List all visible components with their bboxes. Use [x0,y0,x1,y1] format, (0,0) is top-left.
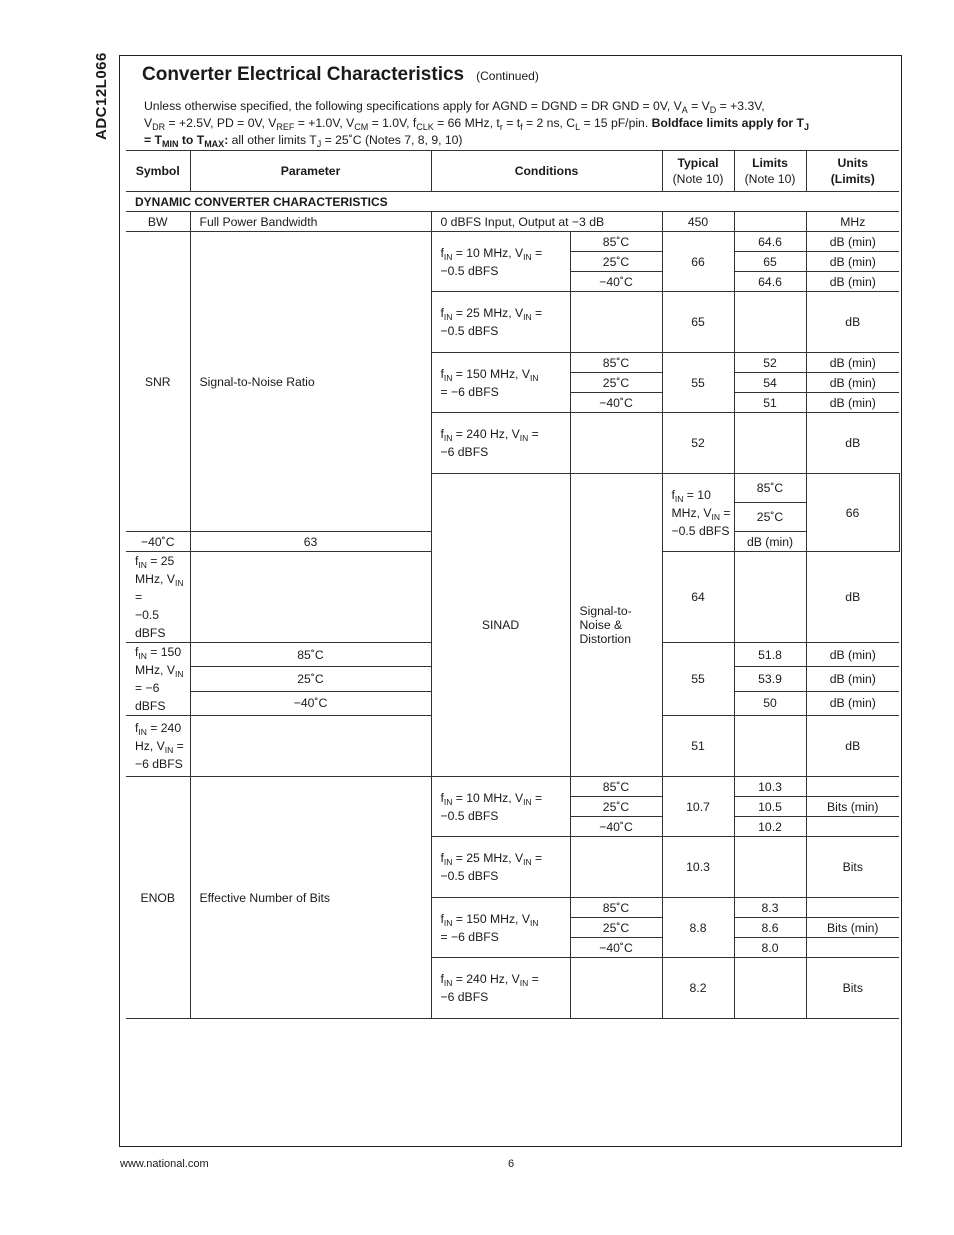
typical-cell: 8.8 [662,898,734,958]
unit-cell: dB [806,552,899,643]
unit-cell: dB (min) [806,232,899,252]
enob-symbol: ENOB [126,777,190,1019]
header-limits: Limits (Note 10) [734,151,806,192]
unit-cell: dB (min) [806,353,899,373]
table-row [126,232,899,252]
intro-paragraph: Unless otherwise specified, the following specifications apply for AGND = DGND = DR GND = 0V, $V_A = V_D = +3.3V$, $V_{DR} = +2.5V$, PD = 0V, $V_{REF} = +1.0V$, $V_{CM} = 1.0V$, $f_{CLK} = 66$ MHz, $t_r = t_f = 2$ ns, $C_L = 15$ pF/pin. Boldface limits apply for $T_J$ = $T_{MIN}$ to $T_{MAX}$: all other limits $T_J$ = 25˚C (Notes 7, 8, 9, 10) [144,99,809,149]
condition-240hz: $f_{IN} = 240$ Hz, $V_{IN}$ = −6 dBFS [126,716,190,777]
header-units: Units (Limits) [806,151,899,192]
unit-cell: dB (min) [806,643,899,667]
limit-cell: 10.2 [734,817,806,837]
characteristics-table [126,150,899,1019]
condition-150mhz: $f_{IN} = 150$ MHz, $V_{IN}$ = −6 dBFS [126,643,190,716]
condition-10mhz: $f_{IN} = 10$ MHz, $V_{IN}$ = −0.5 dBFS [662,474,734,552]
enob-parameter: Effective Number of Bits [190,777,431,1019]
typical-cell: 55 [662,643,734,716]
table-row [126,777,899,797]
temp-cell: −40˚C [570,817,662,837]
temp-cell: −40˚C [190,691,431,715]
temp-cell: −40˚C [570,938,662,958]
bw-conditions: 0 dBFS Input, Output at −3 dB [431,212,662,232]
limit-cell: 63 [190,532,431,552]
header-parameter: Parameter [190,151,431,192]
limit-cell: 64.6 [734,232,806,252]
unit-cell [806,817,899,837]
unit-cell: dB (min) [806,373,899,393]
temp-cell: 85˚C [570,898,662,918]
sinad-symbol: SINAD [431,474,570,777]
limit-cell: 54 [734,373,806,393]
limit-cell: 10.5 [734,797,806,817]
page-heading [142,64,539,86]
unit-cell [806,898,899,918]
limit-cell: 52 [734,353,806,373]
condition-150mhz: $f_{IN} = 150$ MHz, $V_{IN}$ = −6 dBFS [431,353,570,413]
bw-parameter: Full Power Bandwidth [190,212,431,232]
unit-cell: dB (min) [734,532,806,552]
snr-symbol: SNR [126,232,190,532]
footer-url[interactable]: www.national.com [120,1158,209,1170]
temp-cell: 25˚C [570,373,662,393]
typical-cell: 10.3 [662,837,734,898]
condition-240hz: $f_{IN} = 240$ Hz, $V_{IN}$ = −6 dBFS [431,958,570,1019]
limit-cell [734,292,806,353]
header-conditions: Conditions [431,151,662,192]
unit-cell: Bits (min) [806,797,899,817]
limit-cell: 8.0 [734,938,806,958]
condition-10mhz: $f_{IN} = 10$ MHz, $V_{IN}$ = −0.5 dBFS [431,777,570,837]
unit-cell: dB (min) [806,272,899,292]
bw-typical: 450 [662,212,734,232]
limit-cell: 10.3 [734,777,806,797]
sinad-parameter: Signal-to-Noise & Distortion [570,474,662,777]
limit-cell [734,716,806,777]
unit-cell: Bits [806,837,899,898]
condition-150mhz: $f_{IN} = 150$ MHz, $V_{IN}$ = −6 dBFS [431,898,570,958]
temp-cell: 25˚C [570,252,662,272]
unit-cell: dB (min) [806,252,899,272]
condition-240hz: $f_{IN} = 240$ Hz, $V_{IN}$ = −6 dBFS [431,413,570,474]
temp-cell: 85˚C [734,474,806,503]
temp-cell [570,413,662,474]
temp-cell: 85˚C [190,643,431,667]
temp-cell: 85˚C [570,232,662,252]
typical-cell: 64 [662,552,734,643]
temp-cell: 85˚C [570,353,662,373]
snr-parameter: Signal-to-Noise Ratio [190,232,431,532]
typical-cell: 66 [662,232,734,292]
section-row [126,192,899,212]
condition-25mhz: $f_{IN} = 25$ MHz, $V_{IN}$ = −0.5 dBFS [431,837,570,898]
table-header-row [126,151,899,192]
temp-cell [190,552,431,643]
unit-cell: dB [806,413,899,474]
temp-cell [570,958,662,1019]
unit-cell: dB [806,292,899,353]
table-row [126,212,899,232]
limit-cell: 64.6 [734,272,806,292]
temp-cell: 25˚C [570,797,662,817]
limit-cell: 51 [734,393,806,413]
bw-limits [734,212,806,232]
temp-cell: −40˚C [570,393,662,413]
temp-cell: −40˚C [126,532,190,552]
limit-cell [734,837,806,898]
unit-cell: dB [806,716,899,777]
typical-cell: 10.7 [662,777,734,837]
temp-cell [570,292,662,353]
condition-25mhz: $f_{IN} = 25$ MHz, $V_{IN}$ = −0.5 dBFS [126,552,190,643]
typical-cell: 55 [662,353,734,413]
heading-title: Converter Electrical Characteristics [142,64,465,85]
footer-page-number: 6 [508,1158,515,1170]
limit-cell: 65 [734,252,806,272]
condition-10mhz: $f_{IN} = 10$ MHz, $V_{IN}$ = −0.5 dBFS [431,232,570,292]
temp-cell: 25˚C [734,503,806,532]
temp-cell: 85˚C [570,777,662,797]
unit-cell: dB (min) [806,691,899,715]
bw-units: MHz [806,212,899,232]
unit-cell: dB (min) [806,393,899,413]
temp-cell [190,716,431,777]
limit-cell [734,413,806,474]
limit-cell: 51.8 [734,643,806,667]
typical-cell: 51 [662,716,734,777]
unit-cell: Bits (min) [806,918,899,938]
temp-cell [570,837,662,898]
part-number-side-title: ADC12L066 [93,52,110,140]
limit-cell [734,958,806,1019]
unit-cell: Bits [806,958,899,1019]
limit-cell: 8.6 [734,918,806,938]
unit-cell: dB (min) [806,667,899,691]
temp-cell: −40˚C [570,272,662,292]
limit-cell [734,552,806,643]
typical-cell: 52 [662,413,734,474]
unit-cell [806,777,899,797]
typical-cell: 8.2 [662,958,734,1019]
section-title: DYNAMIC CONVERTER CHARACTERISTICS [126,192,899,212]
temp-cell: 25˚C [570,918,662,938]
typical-cell: 65 [662,292,734,353]
limit-cell: 50 [734,691,806,715]
heading-continued: (Continued) [476,69,539,83]
bw-symbol: BW [126,212,190,232]
header-symbol: Symbol [126,151,190,192]
limit-cell: 8.3 [734,898,806,918]
temp-cell: 25˚C [190,667,431,691]
header-typical: Typical (Note 10) [662,151,734,192]
limit-cell: 53.9 [734,667,806,691]
unit-cell [806,938,899,958]
condition-25mhz: $f_{IN} = 25$ MHz, $V_{IN}$ = −0.5 dBFS [431,292,570,353]
typical-cell: 66 [806,474,899,552]
